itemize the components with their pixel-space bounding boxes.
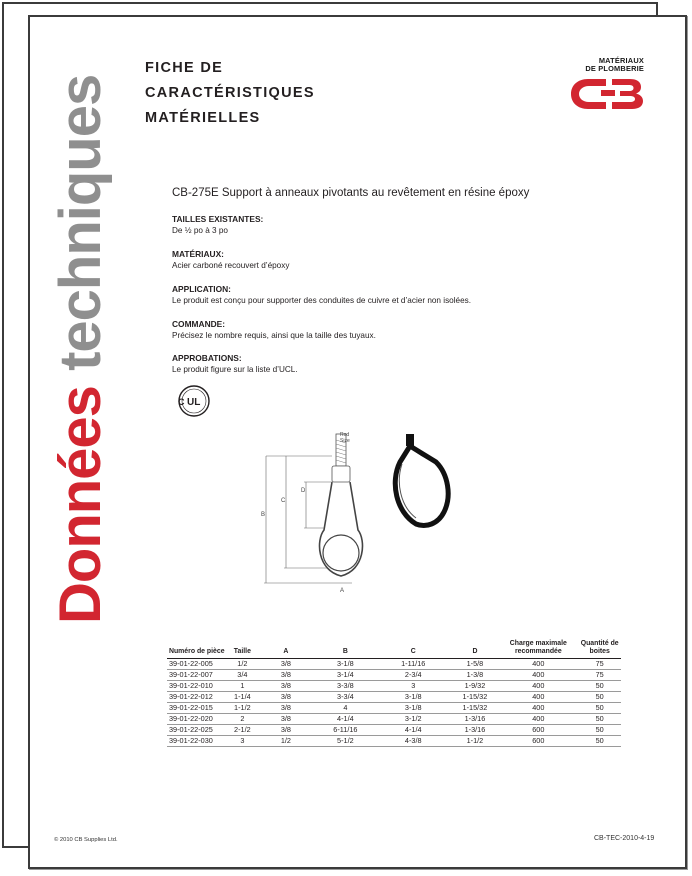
table-cell: 1-1/4 xyxy=(229,692,256,703)
side-title xyxy=(48,74,113,624)
table-row xyxy=(167,703,621,714)
table-cell: 3-1/8 xyxy=(375,703,452,714)
table-row xyxy=(167,659,621,670)
table-cell: 3-1/8 xyxy=(316,659,375,670)
dim-d-label: D xyxy=(301,488,306,494)
table-cell: 1-5/8 xyxy=(452,659,499,670)
col-box-qty: Quantité de boites xyxy=(578,640,621,659)
spec-text: Acier carboné recouvert d’époxy xyxy=(172,261,290,270)
ul-mark-text: UL xyxy=(187,397,201,408)
table-row xyxy=(167,736,621,747)
spec-approvals xyxy=(172,353,592,375)
spec-heading: APPLICATION: xyxy=(172,284,231,294)
table-cell: 39-01-22-020 xyxy=(167,714,229,725)
spec-heading: APPROBATIONS: xyxy=(172,353,242,363)
table-cell: 1 xyxy=(229,681,256,692)
table-cell: 39-01-22-007 xyxy=(167,670,229,681)
table-cell: 50 xyxy=(578,692,621,703)
table-cell: 3-3/8 xyxy=(316,681,375,692)
spec-heading: COMMANDE: xyxy=(172,319,226,329)
table-cell: 39-01-22-010 xyxy=(167,681,229,692)
spec-application xyxy=(172,284,592,306)
table-cell: 1/2 xyxy=(229,659,256,670)
col-size: Taille xyxy=(229,640,256,659)
brand-logo xyxy=(566,57,646,115)
sheet-title-line-2: CARACTÉRISTIQUES xyxy=(145,85,315,101)
table-cell: 400 xyxy=(498,670,578,681)
side-title-word-1: Données xyxy=(48,386,113,624)
spec-text: Précisez le nombre requis, ainsi que la taille des tuyaux. xyxy=(172,331,376,340)
table-row xyxy=(167,725,621,736)
copyright: © 2010 CB Supplies Ltd. xyxy=(54,837,118,843)
table-cell: 4-3/8 xyxy=(375,736,452,747)
table-cell: 3-1/2 xyxy=(375,714,452,725)
table-cell: 1-3/16 xyxy=(452,714,499,725)
table-cell: 50 xyxy=(578,703,621,714)
spec-heading: MATÉRIAUX: xyxy=(172,249,224,259)
table-cell: 39-01-22-005 xyxy=(167,659,229,670)
spec-text: Le produit est conçu pour supporter des conduites de cuivre et d’acier non isolées. xyxy=(172,296,472,305)
table-cell: 4 xyxy=(316,703,375,714)
table-row xyxy=(167,670,621,681)
table-cell: 3/8 xyxy=(256,681,316,692)
table-cell: 39-01-22-012 xyxy=(167,692,229,703)
table-cell: 50 xyxy=(578,725,621,736)
table-cell: 400 xyxy=(498,659,578,670)
logo-line-2: DE PLOMBERIE xyxy=(585,64,644,73)
table-cell: 3/4 xyxy=(229,670,256,681)
table-cell: 6-11/16 xyxy=(316,725,375,736)
product-title: CB-275E Support à anneaux pivotants au revêtement en résine époxy xyxy=(172,187,530,199)
sheet-title-line-1: FICHE DE xyxy=(145,60,224,76)
table-row xyxy=(167,714,621,725)
table-cell: 5-1/2 xyxy=(316,736,375,747)
spec-text: De ½ po à 3 po xyxy=(172,226,228,235)
table-cell: 1-3/8 xyxy=(452,670,499,681)
table-cell: 1-9/32 xyxy=(452,681,499,692)
table-cell: 39-01-22-025 xyxy=(167,725,229,736)
table-cell: 3/8 xyxy=(256,725,316,736)
side-title-word-2: techniques xyxy=(48,74,113,371)
table-cell: 3/8 xyxy=(256,714,316,725)
table-cell: 1-15/32 xyxy=(452,692,499,703)
table-cell: 3 xyxy=(229,736,256,747)
table-cell: 600 xyxy=(498,736,578,747)
table-cell: 600 xyxy=(498,725,578,736)
spec-text: Le produit figure sur la liste d’UCL. xyxy=(172,365,298,374)
table-cell: 75 xyxy=(578,670,621,681)
table-cell: 50 xyxy=(578,714,621,725)
table-cell: 1-11/16 xyxy=(375,659,452,670)
table-cell: 4-1/4 xyxy=(375,725,452,736)
table-cell: 75 xyxy=(578,659,621,670)
cb-logo-mark-icon xyxy=(566,73,646,113)
spec-order xyxy=(172,319,592,341)
table-cell: 3 xyxy=(375,681,452,692)
table-cell: 400 xyxy=(498,703,578,714)
dim-c-label: C xyxy=(281,498,286,504)
col-d: D xyxy=(452,640,499,659)
table-cell: 400 xyxy=(498,681,578,692)
table-cell: 50 xyxy=(578,736,621,747)
table-cell: 3/8 xyxy=(256,692,316,703)
table-cell: 2-3/4 xyxy=(375,670,452,681)
table-header-row xyxy=(167,640,621,659)
parts-table xyxy=(167,640,621,747)
table-row xyxy=(167,681,621,692)
col-part-number: Numéro de pièce xyxy=(167,640,229,659)
col-c: C xyxy=(375,640,452,659)
table-cell: 4-1/4 xyxy=(316,714,375,725)
document-code: CB-TEC-2010-4-19 xyxy=(594,835,655,842)
table-cell: 3/8 xyxy=(256,659,316,670)
table-cell: 3-1/4 xyxy=(316,670,375,681)
table-cell: 39-01-22-015 xyxy=(167,703,229,714)
col-b: B xyxy=(316,640,375,659)
table-cell: 1-3/16 xyxy=(452,725,499,736)
table-cell: 2 xyxy=(229,714,256,725)
size-label: Size xyxy=(340,438,350,444)
table-cell: 3-3/4 xyxy=(316,692,375,703)
table-cell: 3-1/8 xyxy=(375,692,452,703)
ul-prefix: C xyxy=(178,397,185,407)
table-cell: 1-15/32 xyxy=(452,703,499,714)
col-a: A xyxy=(256,640,316,659)
table-cell: 400 xyxy=(498,692,578,703)
dim-b-label: B xyxy=(261,512,266,518)
table-cell: 3/8 xyxy=(256,670,316,681)
table-cell: 3/8 xyxy=(256,703,316,714)
table-cell: 39-01-22-030 xyxy=(167,736,229,747)
hanger-product-photo xyxy=(382,432,462,532)
sheet-title xyxy=(145,56,315,131)
logo-line-1: MATÉRIAUX xyxy=(598,56,644,65)
table-cell: 2-1/2 xyxy=(229,725,256,736)
col-max-load: Charge maximale recommandée xyxy=(498,640,578,659)
table-cell: 1-1/2 xyxy=(229,703,256,714)
spec-materials xyxy=(172,249,592,271)
ulc-listed-icon xyxy=(174,383,212,419)
table-cell: 50 xyxy=(578,681,621,692)
spec-sizes xyxy=(172,214,592,236)
sheet-title-line-3: MATÉRIELLES xyxy=(145,110,261,126)
table-cell: 1-1/2 xyxy=(452,736,499,747)
table-cell: 1/2 xyxy=(256,736,316,747)
spec-heading: TAILLES EXISTANTES: xyxy=(172,214,264,224)
rod-label: Rod xyxy=(340,432,350,438)
table-row xyxy=(167,692,621,703)
table-cell: 400 xyxy=(498,714,578,725)
dim-a-label: A xyxy=(340,588,345,594)
